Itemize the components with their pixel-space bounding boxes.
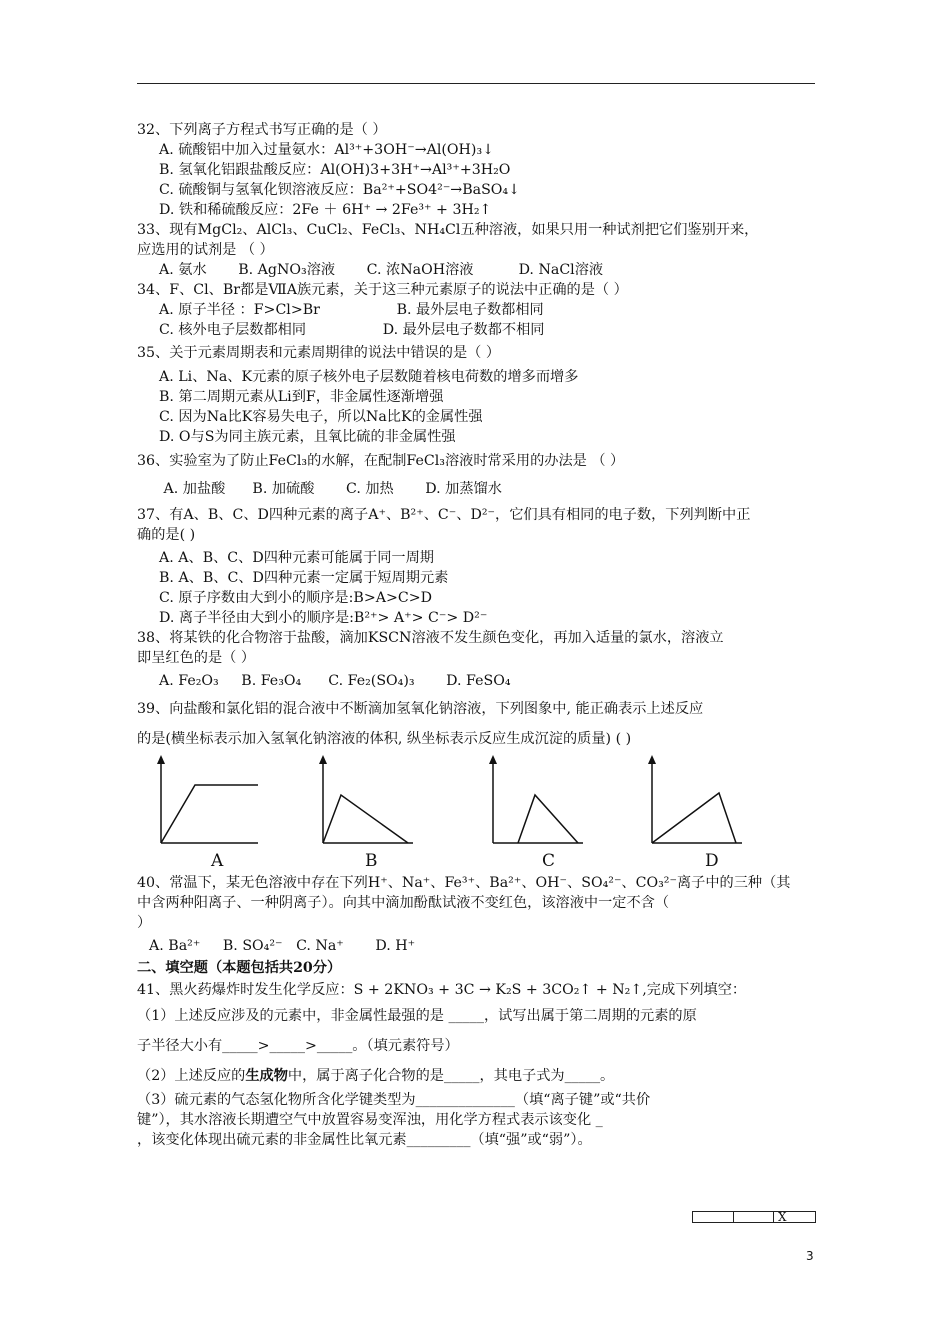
q34-options-row2: C. 核外电子层数都相同 D. 最外层电子数都不相同 [159,322,545,338]
q37-option-b: B. A、B、C、D四种元素一定属于短周期元素 [159,570,449,586]
q41-part1-line2: 子半径大小有_____>_____>_____。（填元素符号） [137,1038,459,1054]
q39-graphs [137,755,817,871]
q32-stem: 32、下列离子方程式书写正确的是（ ） [137,122,387,138]
q33-stem-1: 33、现有MgCl₂、AlCl₃、CuCl₂、FeCl₃、NH₄Cl五种溶液，如果只用一种试剂把它们鉴别开来， [137,222,759,238]
q41-part2-post: 中，属于离子化合物的是_____，其电子式为_____。 [287,1068,615,1084]
q33-options: A. 氨水 B. AgNO₃溶液 C. 浓NaOH溶液 D. NaCl溶液 [159,262,604,278]
q40-stem-2: 中含两种阳离子、一种阴离子）。向其中滴加酚酞试液不变红色，该溶液中一定不含（ [137,895,670,911]
q41-part3-line1: （3）硫元素的气态氢化物所含化学键类型为______________（填“离子键”或“共价 [137,1092,651,1108]
q35-option-b: B. 第二周期元素从Li到F，非金属性逐渐增强 [159,389,444,405]
q40-stem-3: ） [137,915,152,931]
graph-d [642,755,752,855]
q32-option-a: A. 硫酸铝中加入过量氨水：Al³⁺+3OH⁻→Al(OH)₃↓ [159,142,495,158]
q32-option-c: C. 硫酸铜与氢氧化钡溶液反应：Ba²⁺+SO4²⁻→BaSO₄↓ [159,182,521,198]
graph-a [153,755,263,855]
footer-box-divider [773,1212,774,1222]
q37-option-a: A. A、B、C、D四种元素可能属于同一周期 [159,550,434,566]
header-rule [137,83,815,84]
page-number: 3 [806,1249,814,1263]
q36-options: A. 加盐酸 B. 加硫酸 C. 加热 D. 加蒸馏水 [159,481,502,497]
q39-stem-2: 的是(横坐标表示加入氢氧化钠溶液的体积, 纵坐标表示反应生成沉淀的质量) ( ) [137,731,632,747]
question-content [137,120,817,1150]
q32-option-d: D. 铁和稀硫酸反应：2Fe ＋ 6H⁺ → 2Fe³⁺ + 3H₂↑ [159,202,492,218]
q35-option-c: C. 因为Na比K容易失电子，所以Na比K的金属性强 [159,409,483,425]
q36-stem: 36、实验室为了防止FeCl₃的水解，在配制FeCl₃溶液时常采用的办法是 （ ） [137,453,625,469]
q41-part2-pre: （2）上述反应的 [137,1068,246,1084]
q35-option-d: D. O与S为同主族元素，且氧比硫的非金属性强 [159,429,456,445]
q32-option-b: B. 氢氧化铝跟盐酸反应：Al(OH)3+3H⁺→Al³⁺+3H₂O [159,162,511,178]
q33-stem-2: 应选用的试剂是 （ ） [137,242,274,258]
q37-option-c: C. 原子序数由大到小的顺序是:B>A>C>D [159,590,432,606]
q35-stem: 35、关于元素周期表和元素周期律的说法中错误的是（ ） [137,345,501,361]
q40-stem-1: 40、常温下，某无色溶液中存在下列H⁺、Na⁺、Fe³⁺、Ba²⁺、OH⁻、SO₄²⁻、CO₃²⁻离子中的三种（其 [137,875,791,891]
q41-part3-line2: 键”），其水溶液长期遭空气中放置容易变浑浊，用化学方程式表示该变化 _ [137,1112,603,1128]
section-2-heading: 二、填空题（本题包括共20分） [137,960,342,976]
q37-option-d: D. 离子半径由大到小的顺序是:B²⁺> A⁺> C⁻> D²⁻ [159,610,488,626]
q34-options-row1: A. 原子半径 ：F>Cl>Br B. 最外层电子数都相同 [159,302,544,318]
graph-c [483,755,593,855]
q39-stem-1: 39、向盐酸和氯化铝的混合液中不断滴加氢氧化钠溶液，下列图象中, 能正确表示上述反应 [137,701,704,717]
q37-stem-2: 确的是( ) [137,527,196,543]
graph-b [313,755,423,855]
q41-part3-line3: ，该变化体现出硫元素的非金属性比氧元素_________（填“强”或“弱”）。 [137,1132,592,1148]
q38-stem-1: 38、将某铁的化合物溶于盐酸，滴加KSCN溶液不发生颜色变化，再加入适量的氯水，溶液立 [137,630,724,646]
footer-mark: X [778,1210,787,1224]
q35-option-a: A. Li、Na、K元素的原子核外电子层数随着核电荷数的增多而增多 [159,369,579,385]
footer-box-divider [733,1212,734,1222]
q34-stem: 34、F、Cl、Br都是ⅦA族元素，关于这三种元素原子的说法中正确的是（ ） [137,282,628,298]
q40-options: A. Ba²⁺ B. SO₄²⁻ C. Na⁺ D. H⁺ [149,938,416,954]
graph-label-b: B [365,851,378,871]
footer-box [692,1211,816,1223]
q38-stem-2: 即呈红色的是（ ） [137,650,256,666]
q41-part2-bold: 生成物 [245,1068,288,1084]
graph-label-d: D [705,851,719,871]
q38-options: A. Fe₂O₃ B. Fe₃O₄ C. Fe₂(SO₄)₃ D. FeSO₄ [159,673,511,689]
graph-label-c: C [542,851,556,871]
q41-stem: 41、黑火药爆炸时发生化学反应：S + 2KNO₃ + 3C → K₂S + 3CO₂↑ + N₂↑,完成下列填空： [137,982,747,998]
q37-stem-1: 37、有A、B、C、D四种元素的离子A⁺、B²⁺、C⁻、D²⁻，它们具有相同的电子数，下列判断中正 [137,507,751,523]
graph-label-a: A [211,851,224,871]
q41-part2 [137,1066,817,1086]
q41-part1-line1: （1）上述反应涉及的元素中，非金属性最强的是 _____，试写出属于第二周期的元素的原 [137,1008,697,1024]
